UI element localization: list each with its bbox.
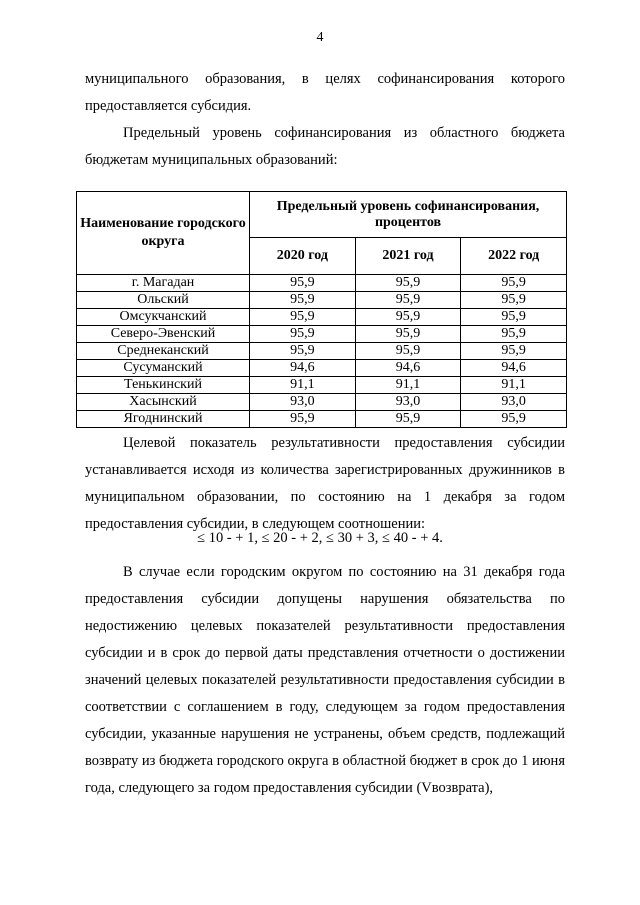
district-name: Среднеканский [77,343,250,360]
district-name: Омсукчанский [77,309,250,326]
table-row [77,343,567,360]
value-cell: 95,9 [461,275,567,292]
cofinancing-table [76,191,567,428]
value-cell: 93,0 [250,394,356,411]
value-cell: 95,9 [355,411,461,428]
table-row [77,377,567,394]
value-cell: 95,9 [461,309,567,326]
value-cell: 95,9 [250,275,356,292]
year-header: 2022 год [461,238,567,275]
district-name: Ольский [77,292,250,309]
value-cell: 93,0 [461,394,567,411]
value-cell: 95,9 [461,326,567,343]
value-cell: 91,1 [355,377,461,394]
district-name: г. Магадан [77,275,250,292]
table-row [77,411,567,428]
district-name: Тенькинский [77,377,250,394]
value-cell: 94,6 [355,360,461,377]
limit-paragraph: Предельный уровень софинансирования из областного бюджета бюджетам муниципальных образований: [85,125,565,168]
cofinancing-level-header: Предельный уровень софинансирования, процентов [250,192,567,238]
table-row [77,326,567,343]
value-cell: 95,9 [355,343,461,360]
value-cell: 91,1 [461,377,567,394]
indicator-paragraph: Целевой показатель результативности предоставления субсидии устанавливается исходя из количества зарегистрированных дружинников в муниципальном образовании, по состоянию на 1 декабря за годом предоставления субсидии, в следующем соотношении: [85,435,565,532]
year-header: 2020 год [250,238,356,275]
district-name: Северо-Эвенский [77,326,250,343]
value-cell: 95,9 [250,326,356,343]
intro-paragraph: муниципального образования, в целях софинансирования которого предоставляется субсидия. [85,71,565,114]
value-cell: 93,0 [355,394,461,411]
value-cell: 95,9 [461,411,567,428]
value-cell: 95,9 [461,343,567,360]
value-cell: 94,6 [461,360,567,377]
table-row [77,360,567,377]
value-cell: 95,9 [355,326,461,343]
district-name: Ягоднинский [77,411,250,428]
table-row [77,292,567,309]
table-row [77,309,567,326]
value-cell: 95,9 [250,292,356,309]
year-header: 2021 год [355,238,461,275]
district-name: Сусуманский [77,360,250,377]
value-cell: 95,9 [250,411,356,428]
value-cell: 95,9 [355,275,461,292]
value-cell: 95,9 [461,292,567,309]
page-number: 4 [316,30,324,45]
value-cell: 95,9 [355,309,461,326]
table-row [77,275,567,292]
table-row [77,394,567,411]
value-cell: 95,9 [355,292,461,309]
value-cell: 91,1 [250,377,356,394]
name-column-header: Наименование городского округа [77,192,250,275]
value-cell: 95,9 [250,343,356,360]
violation-paragraph: В случае если городским округом по состоянию на 31 декабря года предоставления субсидии допущены нарушения обязательства по недостижению целевых показателей результативности предоставления субсидии и в срок до первой даты представления отчетности о достижении значений целевых показателей результативности предоставления субсидии в соответствии с соглашением в году, следующем за годом предоставления субсидии, указанные нарушения не устранены, объем средств, подлежащий возврату из бюджета городского округа в областной бюджет в срок до 1 июня года, следующего за годом предоставления субсидии (Vвозврата), [85,564,565,796]
value-cell: 94,6 [250,360,356,377]
value-cell: 95,9 [250,309,356,326]
ratio-formula: ≤ 10 - + 1, ≤ 20 - + 2, ≤ 30 + 3, ≤ 40 - + 4. [197,530,443,546]
district-name: Хасынский [77,394,250,411]
